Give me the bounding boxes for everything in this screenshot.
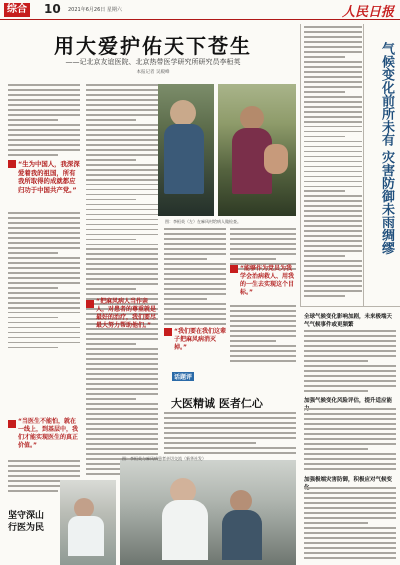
sidebar-section-heading-1: 全球气候变化影响加剧，未来极端天气气候事件或更频繁 xyxy=(304,314,393,328)
page-number: 10 xyxy=(44,2,61,16)
article-column-1b xyxy=(8,212,80,352)
feature-subtitle: ——记北京友谊医院、北京热带医学研究所研究员李桓英 xyxy=(65,58,241,66)
mini-feature-text xyxy=(164,412,296,457)
pullquote-5: “当医生不能怕，就在一线上，到基层中，我们才能实现医生的真正价值。” xyxy=(18,418,79,450)
feature-byline: 本报记者 吴殿峰 xyxy=(136,70,170,75)
photo-caption-1: 图：李桓英（左）在麻风村给病人做检查。 xyxy=(165,219,241,224)
photo-caption-2: 图：李桓英与麻风病患者亲切交流（新华社发） xyxy=(122,456,206,461)
sidebar-section-heading-3: 加强极端灾害防御，积极应对气候变 xyxy=(304,477,393,483)
article-column-1 xyxy=(8,84,80,159)
bottom-photo-1 xyxy=(60,480,116,565)
pullquote-1: “生为中国人，我深深爱着我的祖国，所有我所取得的成就都应归功于中国共产党。” xyxy=(18,160,80,194)
quote-marker xyxy=(8,420,16,428)
feature-headline: 用大爱护佑天下苍生 xyxy=(54,34,252,58)
section-divider xyxy=(300,306,400,307)
column-divider xyxy=(363,24,364,306)
feature-tag: 话题评 xyxy=(174,374,193,381)
quote-marker xyxy=(8,160,16,168)
page-header xyxy=(0,0,400,20)
sidebar-section-2-text xyxy=(304,408,396,473)
sidebar-column-1 xyxy=(304,26,362,300)
newspaper-masthead: 人民日报 xyxy=(341,5,394,20)
article-column-3 xyxy=(164,228,226,328)
quote-marker xyxy=(86,300,94,308)
mini-feature-title: 大医精诚 医者仁心 xyxy=(171,397,263,410)
pullquote-3: “把麻风病人当作亲人，对患者的尊重就是最好的治疗，我们要尽最大努力帮助他们。” xyxy=(96,298,157,330)
sidebar-section-1-text xyxy=(304,330,396,395)
feature-photo-left xyxy=(158,84,214,216)
quote-marker xyxy=(230,265,238,273)
feature-photo-right xyxy=(218,84,296,216)
pullquote-4: “能够作为党员为我学会治病救人、用我的一生去实现这个目标。” xyxy=(240,265,295,297)
column-divider xyxy=(300,24,301,306)
section-badge: 综合 xyxy=(4,3,30,17)
bottom-section-title: 坚守深山 行医为民 xyxy=(8,511,45,534)
sidebar-headline: 气候变化前所未有 灾害防御未雨绸缪 xyxy=(379,42,394,255)
quote-marker xyxy=(164,328,172,336)
article-column-2 xyxy=(86,84,158,478)
sidebar-section-3-text xyxy=(304,487,396,562)
pullquote-2: “我们要在我们这辈子把麻风病消灭掉。” xyxy=(174,328,226,352)
bottom-photo-2 xyxy=(120,460,296,565)
article-column-4b xyxy=(230,305,296,365)
sidebar-section-heading-2: 加强气候变化风险评估，提升适应能 xyxy=(304,398,393,404)
publication-date: 2021年6月26日 星期六 xyxy=(68,7,122,13)
